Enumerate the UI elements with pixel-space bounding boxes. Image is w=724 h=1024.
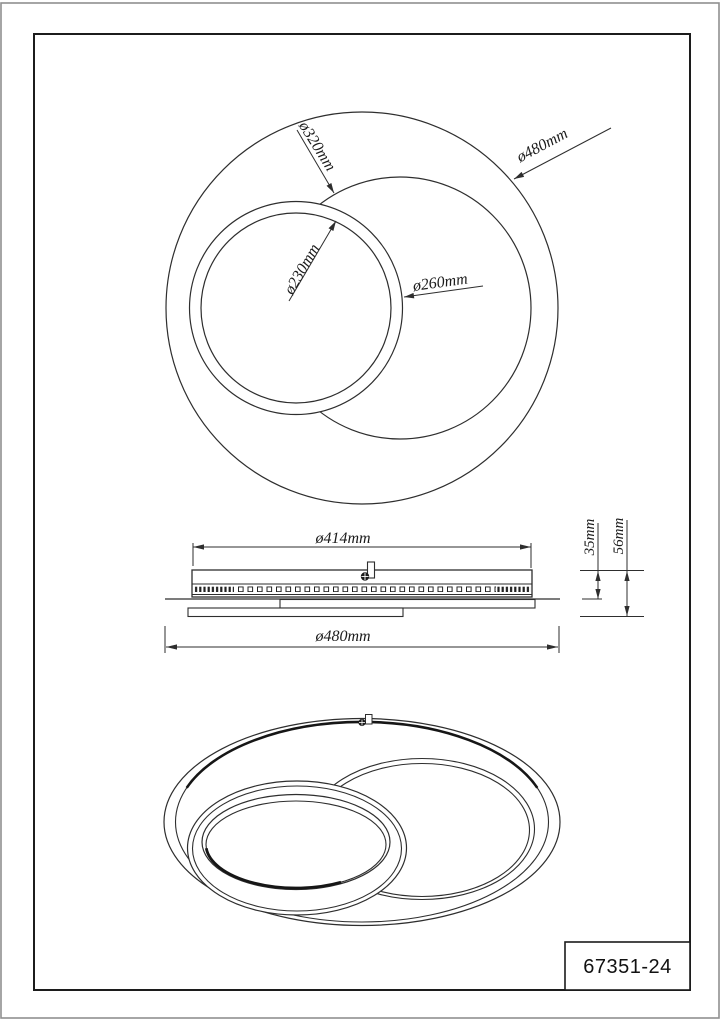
dim-label-230: ø230mm	[281, 241, 324, 298]
small-ring-profile	[188, 608, 403, 617]
dim-label-320: ø320mm	[295, 118, 339, 175]
part-number: 67351-24	[583, 956, 672, 978]
small-ring-outer-circle	[190, 202, 403, 415]
large-ring-profile	[280, 600, 535, 609]
dim-label-480-top: ø480mm	[514, 125, 571, 166]
dim-label-260: ø260mm	[411, 270, 469, 295]
title-block	[565, 942, 690, 990]
dim-label-480-side: ø480mm	[315, 628, 371, 645]
dim-label-414: ø414mm	[315, 530, 371, 547]
dim-label-56: 56mm	[611, 517, 627, 555]
dim-label-35: 35mm	[582, 518, 598, 556]
